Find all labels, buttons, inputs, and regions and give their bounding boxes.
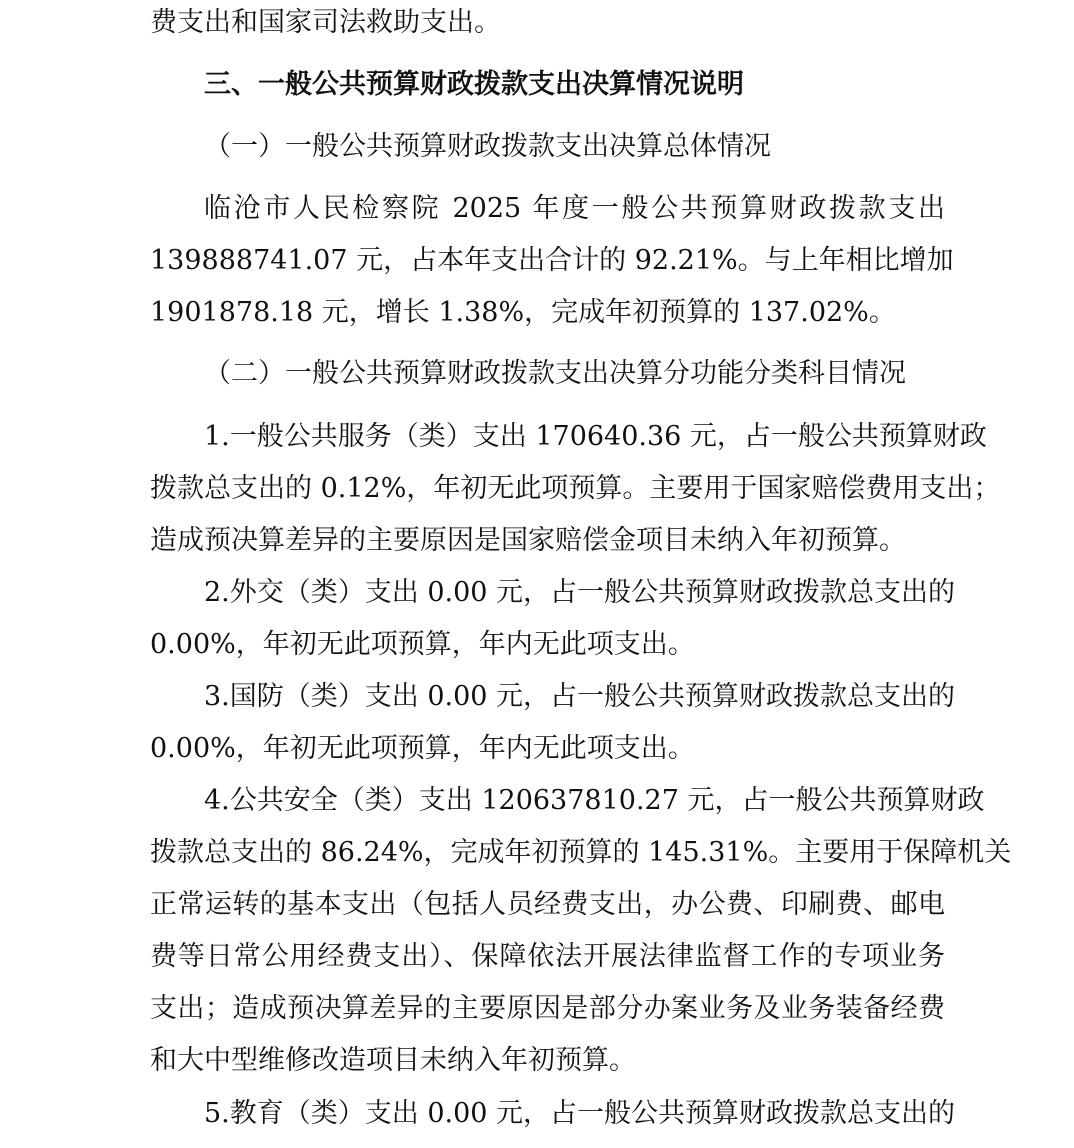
paragraph-line: 139888741.07 元，占本年支出合计的 92.21%。与上年相比增加: [150, 245, 954, 276]
paragraph-line: 造成预决算差异的主要原因是国家赔偿金项目未纳入年初预算。: [150, 525, 906, 556]
paragraph-line: 支出；造成预决算差异的主要原因是部分办案业务及业务装备经费: [150, 993, 945, 1024]
paragraph-line: 拨款总支出的 86.24%，完成年初预算的 145.31%。主要用于保障机关: [150, 837, 1012, 868]
paragraph-line: 0.00%，年初无此项预算，年内无此项支出。: [150, 733, 695, 764]
paragraph-line: 1901878.18 元，增长 1.38%，完成年初预算的 137.02%。: [150, 297, 896, 328]
paragraph-line: 拨款总支出的 0.12%，年初无此项预算。主要用于国家赔偿费用支出；: [150, 473, 1001, 504]
paragraph-line: 和大中型维修改造项目未纳入年初预算。: [150, 1045, 636, 1076]
subsection-heading: （二）一般公共预算财政拨款支出决算分功能分类科目情况: [204, 358, 906, 389]
paragraph-line: 临沧市人民检察院 2025 年度一般公共预算财政拨款支出: [204, 193, 945, 224]
subsection-heading: （一）一般公共预算财政拨款支出决算总体情况: [204, 131, 771, 162]
paragraph-line: 费等日常公用经费支出）、保障依法开展法律监督工作的专项业务: [150, 941, 945, 972]
paragraph-line: 费支出和国家司法救助支出。: [150, 7, 501, 38]
section-heading: 三、一般公共预算财政拨款支出决算情况说明: [204, 69, 744, 100]
paragraph-line: 2.外交（类）支出 0.00 元，占一般公共预算财政拨款总支出的: [204, 577, 956, 608]
paragraph-line: 0.00%，年初无此项预算，年内无此项支出。: [150, 629, 695, 660]
paragraph-line: 正常运转的基本支出（包括人员经费支出，办公费、印刷费、邮电: [150, 889, 945, 920]
paragraph-line: 4.公共安全（类）支出 120637810.27 元，占一般公共预算财政: [204, 785, 985, 816]
paragraph-line: 1.一般公共服务（类）支出 170640.36 元，占一般公共预算财政: [204, 421, 987, 452]
paragraph-line: 5.教育（类）支出 0.00 元，占一般公共预算财政拨款总支出的: [204, 1098, 956, 1129]
paragraph-line: 3.国防（类）支出 0.00 元，占一般公共预算财政拨款总支出的: [204, 681, 956, 712]
